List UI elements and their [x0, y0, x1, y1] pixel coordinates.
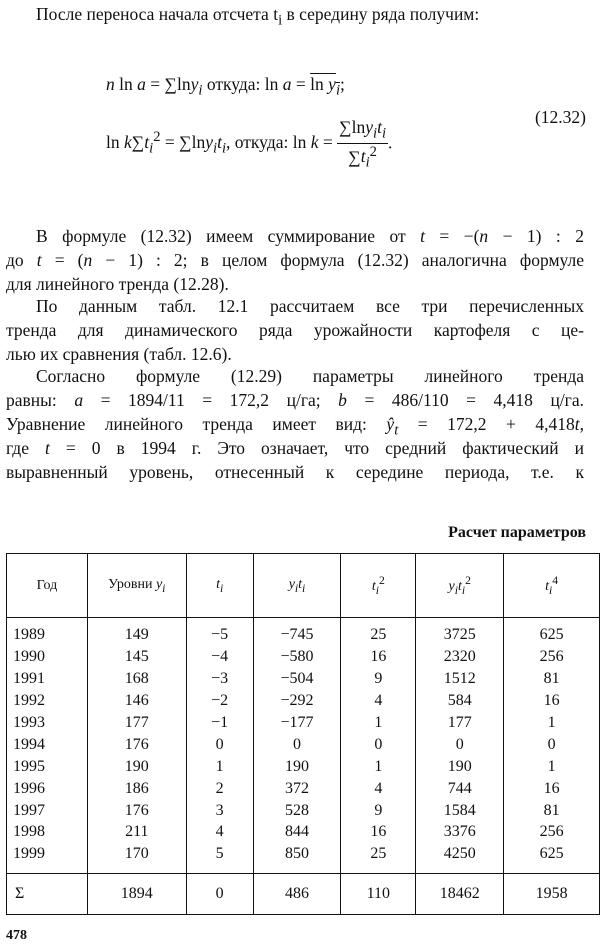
page-number: 478: [6, 928, 27, 943]
cell-yt2: 3725: [416, 618, 504, 646]
formula-fraction: [337, 117, 388, 172]
cell-level: 176: [87, 733, 186, 755]
cell-year: 1996: [7, 777, 88, 799]
total-t: 0: [186, 873, 253, 914]
para1-line3: для линейного тренда (12.28).: [6, 274, 229, 294]
total-yt2: 18462: [416, 873, 504, 914]
table-row: [7, 646, 600, 668]
cell-year: 1998: [7, 821, 88, 843]
table-row: [7, 668, 600, 690]
formula-ln-k: $\ln k\sum t_i^2 = \sum\ln y_it_i$, откуда: ln k = $\frac{\sum\ln y_it_i}{\sum t_i^2}$ .: [106, 117, 393, 171]
para3-line3: Уравнение линейного тренда имеет вид: $ŷ_t = 172,2 + 4,418t$,: [6, 414, 584, 439]
table-body: [7, 618, 600, 874]
formula-ln-k-left: $\ln k\sum t_i^2 = \sum\ln y_it_i$, откуда: ln k =: [106, 129, 333, 157]
cell-t2: 4: [341, 777, 416, 799]
cell-yt2: 2320: [416, 646, 504, 668]
cell-yt: 844: [253, 821, 341, 843]
total-sigma: Σ: [7, 873, 88, 914]
header-levels: Уровни $y_i$: [87, 554, 186, 618]
cell-t: 1: [186, 755, 253, 777]
table-row: [7, 690, 600, 712]
table-row: [7, 843, 600, 873]
cell-t: 4: [186, 821, 253, 843]
cell-yt: 0: [253, 733, 341, 755]
cell-yt2: 4250: [416, 843, 504, 873]
table-total-row: [7, 873, 600, 914]
cell-level: 146: [87, 690, 186, 712]
cell-level: 177: [87, 712, 186, 734]
cell-t2: 4: [341, 690, 416, 712]
cell-t: 2: [186, 777, 253, 799]
para3-line1: Согласно формуле (12.29) параметры линейного тренда: [36, 366, 584, 386]
cell-t4: 1: [504, 755, 600, 777]
table-row: [7, 755, 600, 777]
total-levels: 1894: [87, 873, 186, 914]
table-row: [7, 821, 600, 843]
cell-t2: 25: [341, 618, 416, 646]
header-yt: $y_it_i$: [253, 554, 341, 618]
table-row: [7, 712, 600, 734]
cell-t: 0: [186, 733, 253, 755]
cell-level: 190: [87, 755, 186, 777]
table-row: [7, 733, 600, 755]
cell-year: 1994: [7, 733, 88, 755]
table-row: [7, 777, 600, 799]
para1-line1: В формуле (12.32) имеем суммирование от t = −(n − 1) : 2: [36, 226, 584, 246]
cell-level: 170: [87, 843, 186, 873]
para3-line4: где t = 0 в 1994 г. Это означает, что средний фактический и: [6, 438, 584, 458]
cell-t4: 256: [504, 821, 600, 843]
cell-level: 149: [87, 618, 186, 646]
para3-line5: выравненный уровень, отнесенный к середине периода, т.е. к: [6, 462, 584, 482]
table-header-row: [7, 554, 600, 618]
cell-yt: 372: [253, 777, 341, 799]
para2-line2: тренда для динамического ряда урожайности картофеля с це-: [6, 320, 584, 340]
cell-t: −5: [186, 618, 253, 646]
cell-t4: 1: [504, 712, 600, 734]
cell-t2: 16: [341, 821, 416, 843]
header-t4: $t_i^4$: [504, 554, 600, 618]
cell-yt2: 3376: [416, 821, 504, 843]
cell-t2: 16: [341, 646, 416, 668]
table-row: [7, 799, 600, 821]
cell-yt: 528: [253, 799, 341, 821]
cell-year: 1990: [7, 646, 88, 668]
cell-t4: 625: [504, 843, 600, 873]
header-yt2: $y_it_i^2$: [416, 554, 504, 618]
cell-t: −3: [186, 668, 253, 690]
cell-t4: 0: [504, 733, 600, 755]
cell-yt2: 1584: [416, 799, 504, 821]
cell-t: −4: [186, 646, 253, 668]
para2-line3: лью их сравнения (табл. 12.6).: [6, 344, 232, 364]
table-caption: Расчет параметров: [448, 524, 586, 541]
para2-line1: По данным табл. 12.1 рассчитаем все три перечисленных: [36, 296, 584, 316]
cell-t4: 81: [504, 799, 600, 821]
cell-yt2: 1512: [416, 668, 504, 690]
cell-t4: 256: [504, 646, 600, 668]
header-t2: $t_i^2$: [341, 554, 416, 618]
cell-level: 186: [87, 777, 186, 799]
total-t2: 110: [341, 873, 416, 914]
header-t: $t_i$: [186, 554, 253, 618]
cell-level: 211: [87, 821, 186, 843]
cell-year: 1991: [7, 668, 88, 690]
cell-yt2: 0: [416, 733, 504, 755]
para1-line2: до t = (n − 1) : 2; в целом формула (12.32) аналогична формуле: [6, 250, 585, 270]
cell-yt2: 177: [416, 712, 504, 734]
cell-t4: 16: [504, 777, 600, 799]
cell-t2: 0: [341, 733, 416, 755]
cell-yt2: 584: [416, 690, 504, 712]
cell-t: −2: [186, 690, 253, 712]
fraction-numerator: $\sum\ln y_it_i$: [339, 117, 386, 142]
cell-yt2: 190: [416, 755, 504, 777]
calc-table: [6, 553, 600, 915]
cell-level: 176: [87, 799, 186, 821]
cell-yt: −177: [253, 712, 341, 734]
cell-year: 1999: [7, 843, 88, 873]
cell-yt: 850: [253, 843, 341, 873]
cell-t2: 25: [341, 843, 416, 873]
total-yt: 486: [253, 873, 341, 914]
cell-t2: 9: [341, 668, 416, 690]
cell-yt: −292: [253, 690, 341, 712]
total-t4: 1958: [504, 873, 600, 914]
cell-yt: 190: [253, 755, 341, 777]
intro-line: После переноса начала отсчета $t_i$ в середину ряда получим:: [36, 4, 480, 29]
cell-t: −1: [186, 712, 253, 734]
header-year: Год: [7, 554, 88, 618]
table-row: [7, 618, 600, 646]
cell-t4: 16: [504, 690, 600, 712]
formula-ln-a: n ln a = ∑lny$_i$ откуда: $\ln a = \ln y_i$;: [106, 74, 345, 99]
cell-yt: −745: [253, 618, 341, 646]
cell-yt: −504: [253, 668, 341, 690]
cell-yt: −580: [253, 646, 341, 668]
cell-yt2: 744: [416, 777, 504, 799]
cell-t2: 1: [341, 712, 416, 734]
cell-year: 1995: [7, 755, 88, 777]
fraction-denominator: $\sum t_i^2$: [348, 143, 377, 171]
cell-t2: 9: [341, 799, 416, 821]
cell-t: 5: [186, 843, 253, 873]
cell-year: 1993: [7, 712, 88, 734]
equation-number: (12.32): [534, 107, 586, 127]
cell-year: 1997: [7, 799, 88, 821]
cell-t: 3: [186, 799, 253, 821]
cell-year: 1992: [7, 690, 88, 712]
cell-year: 1989: [7, 618, 88, 646]
cell-t4: 81: [504, 668, 600, 690]
cell-level: 168: [87, 668, 186, 690]
para3-line2: равны: a = 1894/11 = 172,2 ц/га; b = 486/110 = 4,418 ц/га.: [6, 390, 584, 410]
cell-t2: 1: [341, 755, 416, 777]
cell-t4: 625: [504, 618, 600, 646]
cell-level: 145: [87, 646, 186, 668]
